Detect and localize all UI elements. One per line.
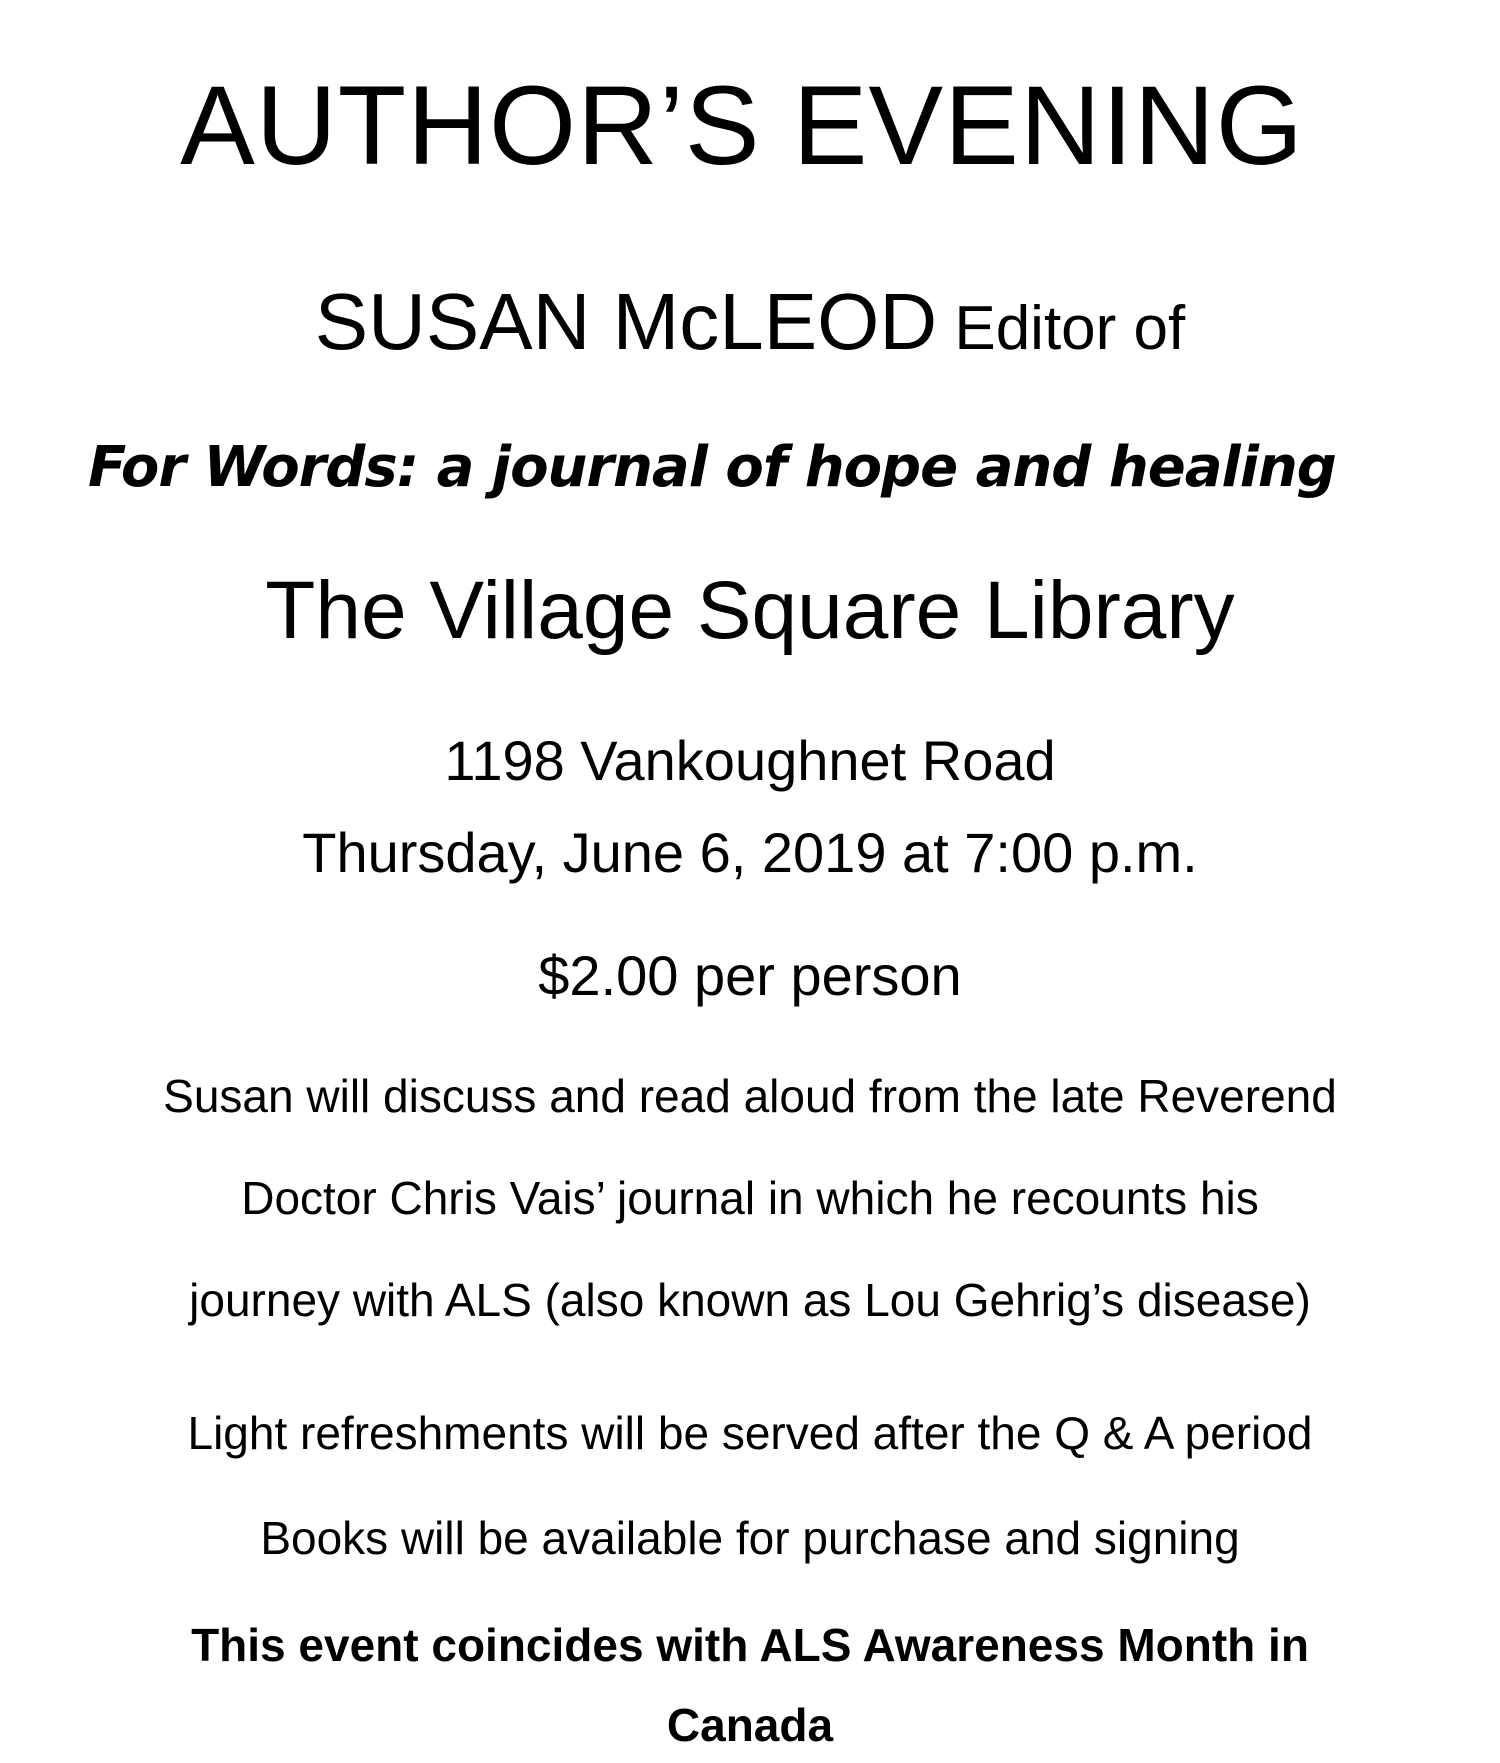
venue-name: The Village Square Library — [265, 565, 1235, 656]
author-line — [0, 277, 1500, 366]
description-line-3: journey with ALS (also known as Lou Gehrig’s disease) — [189, 1274, 1311, 1326]
author-name: SUSAN McLEOD — [314, 277, 938, 366]
event-datetime: Thursday, June 6, 2019 at 7:00 p.m. — [302, 821, 1198, 884]
awareness-line-1: This event coincides with ALS Awareness Month in — [191, 1619, 1309, 1671]
awareness-line-2: Canada — [666, 1699, 834, 1751]
venue-address: 1198 Vankoughnet Road — [444, 729, 1056, 792]
description-line-1: Susan will discuss and read aloud from the late Reverend — [163, 1070, 1337, 1122]
journal-title: For Words: a journal of hope and healing — [88, 435, 1336, 500]
description-line-2: Doctor Chris Vais’ journal in which he recounts his — [241, 1172, 1259, 1224]
refreshments-note: Light refreshments will be served after the Q & A period — [187, 1407, 1313, 1459]
books-note: Books will be available for purchase and signing — [260, 1512, 1240, 1564]
event-title: AUTHOR’S EVENING — [180, 63, 1304, 188]
ticket-price: $2.00 per person — [538, 944, 962, 1007]
author-role: Editor of — [937, 294, 1186, 363]
